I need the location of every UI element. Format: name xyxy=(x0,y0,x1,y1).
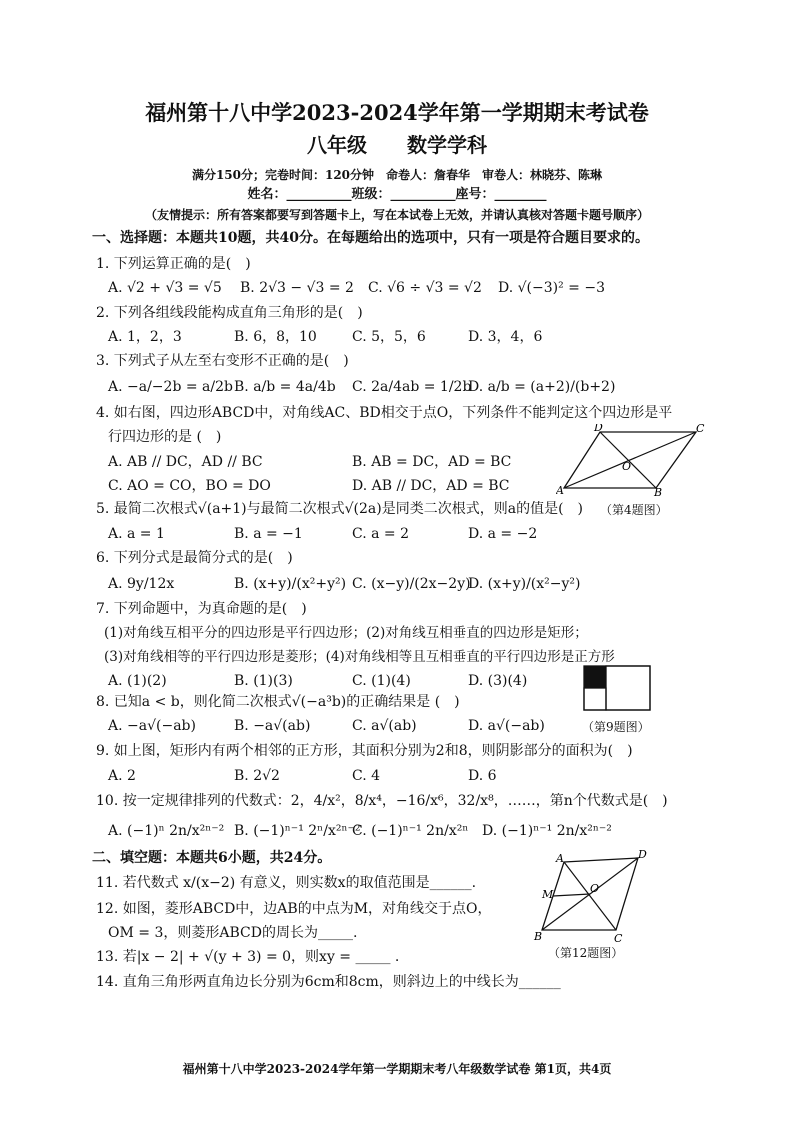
q9-figure-caption: （第9题图） xyxy=(582,720,650,734)
q4-option-a: A. AB // DC，AD // BC xyxy=(108,454,263,470)
q4-figure-caption: （第4题图） xyxy=(600,503,668,517)
q7-option-b: B. (1)(3) xyxy=(234,673,293,689)
q4-label-d: D xyxy=(594,424,603,434)
q4-stem-cont: 行四边形的是 ( ) xyxy=(108,429,222,445)
q7-option-d: D. (3)(4) xyxy=(468,673,528,689)
q9-small-square xyxy=(584,688,606,710)
q1-option-a: A. √2 + √3 = √5 xyxy=(108,280,222,296)
q4-option-b: B. AB = DC，AD = BC xyxy=(352,454,512,470)
q11-stem: 11. 若代数式 x/(x−2) 有意义，则实数x的取值范围是______. xyxy=(96,875,477,891)
q8-option-b: B. −a√(ab) xyxy=(234,718,311,734)
page-footer: 福州第十八中学2023-2024学年第一学期期末考八年级数学试卷 第1页，共4页 xyxy=(182,1062,612,1076)
q1-option-b: B. 2√3 − √3 = 2 xyxy=(240,280,354,296)
q10-option-c: C. (−1)ⁿ⁻¹ 2n/x²ⁿ xyxy=(352,823,469,839)
q4-option-d: D. AB // DC，AD = BC xyxy=(352,478,510,494)
q7-option-c: C. (1)(4) xyxy=(352,673,411,689)
exam-subtitle: 八年级 数学学科 xyxy=(307,133,487,157)
q9-option-c: C. 4 xyxy=(352,768,381,784)
q4-label-b: B xyxy=(654,486,663,496)
section2-heading: 二、填空题：本题共6小题，共24分。 xyxy=(92,850,332,866)
q6-option-d: D. (x+y)/(x²−y²) xyxy=(468,576,581,592)
q12-segment-om xyxy=(553,894,590,896)
q9-large-square xyxy=(606,666,650,710)
q9-rectangle-figure xyxy=(582,664,652,712)
q12-figure-caption: （第12题图） xyxy=(548,946,624,960)
q12-stem-cont: OM = 3，则菱形ABCD的周长为_____. xyxy=(108,925,358,941)
q4-stem: 4. 如右图，四边形ABCD中，对角线AC、BD相交于点O，下列条件不能判定这个四边形是平 xyxy=(96,405,673,421)
q12-label-b: B xyxy=(534,930,543,942)
q2-option-b: B. 6，8，10 xyxy=(234,329,317,345)
q9-shaded-region xyxy=(584,666,606,688)
q3-stem: 3. 下列式子从左至右变形不正确的是( ) xyxy=(96,353,349,369)
q3-option-d: D. a/b = (a+2)/(b+2) xyxy=(468,379,616,395)
q10-option-d: D. (−1)ⁿ⁻¹ 2n/x²ⁿ⁻² xyxy=(482,823,612,839)
q7-option-a: A. (1)(2) xyxy=(108,673,167,689)
q7-statement-line2: (3)对角线相等的平行四边形是菱形；(4)对角线相等且互相垂直的平行四边形是正方形 xyxy=(104,649,615,665)
q1-option-c: C. √6 ÷ √3 = √2 xyxy=(368,280,482,296)
q6-stem: 6. 下列分式是最简分式的是( ) xyxy=(96,550,293,566)
q1-option-d: D. √(−3)² = −3 xyxy=(498,280,605,296)
q8-option-a: A. −a√(−ab) xyxy=(108,718,196,734)
q2-stem: 2. 下列各组线段能构成直角三角形的是( ) xyxy=(96,305,363,321)
section1-heading: 一、选择题：本题共10题，共40分。在每题给出的选项中，只有一项是符合题目要求的。 xyxy=(92,230,649,246)
friendly-tip: （友情提示：所有答案都要写到答题卡上，写在本试卷上无效，并请认真核对答题卡题号顺序） xyxy=(144,208,649,222)
q5-option-a: A. a = 1 xyxy=(108,526,165,542)
q5-stem: 5. 最简二次根式√(a+1)与最简二次根式√(2a)是同类二次根式，则a的值是( ) xyxy=(96,501,584,517)
q4-parallelogram-figure xyxy=(556,424,706,496)
q12-diagonal-ac xyxy=(564,862,616,930)
q8-option-d: D. a√(−ab) xyxy=(468,718,545,734)
q5-option-d: D. a = −2 xyxy=(468,526,538,542)
q5-option-b: B. a = −1 xyxy=(234,526,303,542)
exam-title: 福州第十八中学2023-2024学年第一学期期末考试卷 xyxy=(145,100,649,125)
q4-label-c: C xyxy=(696,424,705,435)
q12-rhombus-figure xyxy=(530,850,660,942)
q8-option-c: C. a√(ab) xyxy=(352,718,417,734)
q4-option-c: C. AO = CO，BO = DO xyxy=(108,478,271,494)
q10-stem: 10. 按一定规律排列的代数式：2，4/x²，8/x⁴，−16/x⁶，32/x⁸，……，第n个代数式是( ) xyxy=(96,793,668,809)
name-line: 姓名：__________班级：__________座号：________ xyxy=(247,187,547,202)
q2-option-c: C. 5，5，6 xyxy=(352,329,426,345)
q5-option-c: C. a = 2 xyxy=(352,526,409,542)
q9-option-a: A. 2 xyxy=(108,768,136,784)
q9-stem: 9. 如上图，矩形内有两个相邻的正方形，其面积分别为2和8，则阴影部分的面积为( ) xyxy=(96,743,633,759)
q9-option-d: D. 6 xyxy=(468,768,497,784)
q10-option-a: A. (−1)ⁿ 2n/x²ⁿ⁻² xyxy=(108,823,225,839)
q7-statement-line1: (1)对角线互相平分的四边形是平行四边形；(2)对角线互相垂直的四边形是矩形； xyxy=(104,625,588,641)
q12-label-d: D xyxy=(638,850,647,861)
q2-option-d: D. 3，4，6 xyxy=(468,329,543,345)
q6-option-a: A. 9y/12x xyxy=(108,576,175,592)
q3-option-b: B. a/b = 4a/4b xyxy=(234,379,336,395)
q3-option-c: C. 2a/4ab = 1/2b xyxy=(352,379,472,395)
exam-info: 满分150分；完卷时间：120分钟 命卷人：詹春华 审卷人：林晓芬、陈琳 xyxy=(191,168,603,182)
q3-option-a: A. −a/−2b = a/2b xyxy=(108,379,233,395)
q4-label-o: O xyxy=(622,460,632,473)
q12-label-o: O xyxy=(590,882,600,895)
q6-option-c: C. (x−y)/(2x−2y) xyxy=(352,576,471,592)
q13-stem: 13. 若|x − 2| + √(y + 3) = 0，则xy = _____ . xyxy=(96,949,400,965)
q12-label-c: C xyxy=(614,932,623,942)
q12-label-a: A xyxy=(556,852,564,865)
q9-option-b: B. 2√2 xyxy=(234,768,280,784)
q12-stem: 12. 如图，菱形ABCD中，边AB的中点为M，对角线交于点O， xyxy=(96,901,492,917)
q8-stem: 8. 已知a < b，则化简二次根式√(−a³b)的正确结果是 ( ) xyxy=(96,694,460,710)
q14-stem: 14. 直角三角形两直角边长分别为6cm和8cm，则斜边上的中线长为______ xyxy=(96,974,561,990)
q10-option-b: B. (−1)ⁿ⁻¹ 2ⁿ/x²ⁿ⁻² xyxy=(234,823,361,839)
q7-stem: 7. 下列命题中，为真命题的是( ) xyxy=(96,601,307,617)
q4-label-a: A xyxy=(556,484,564,496)
q6-option-b: B. (x+y)/(x²+y²) xyxy=(234,576,347,592)
q12-label-m: M xyxy=(542,888,554,901)
q1-stem: 1. 下列运算正确的是( ) xyxy=(96,256,251,272)
q2-option-a: A. 1，2，3 xyxy=(108,329,182,345)
